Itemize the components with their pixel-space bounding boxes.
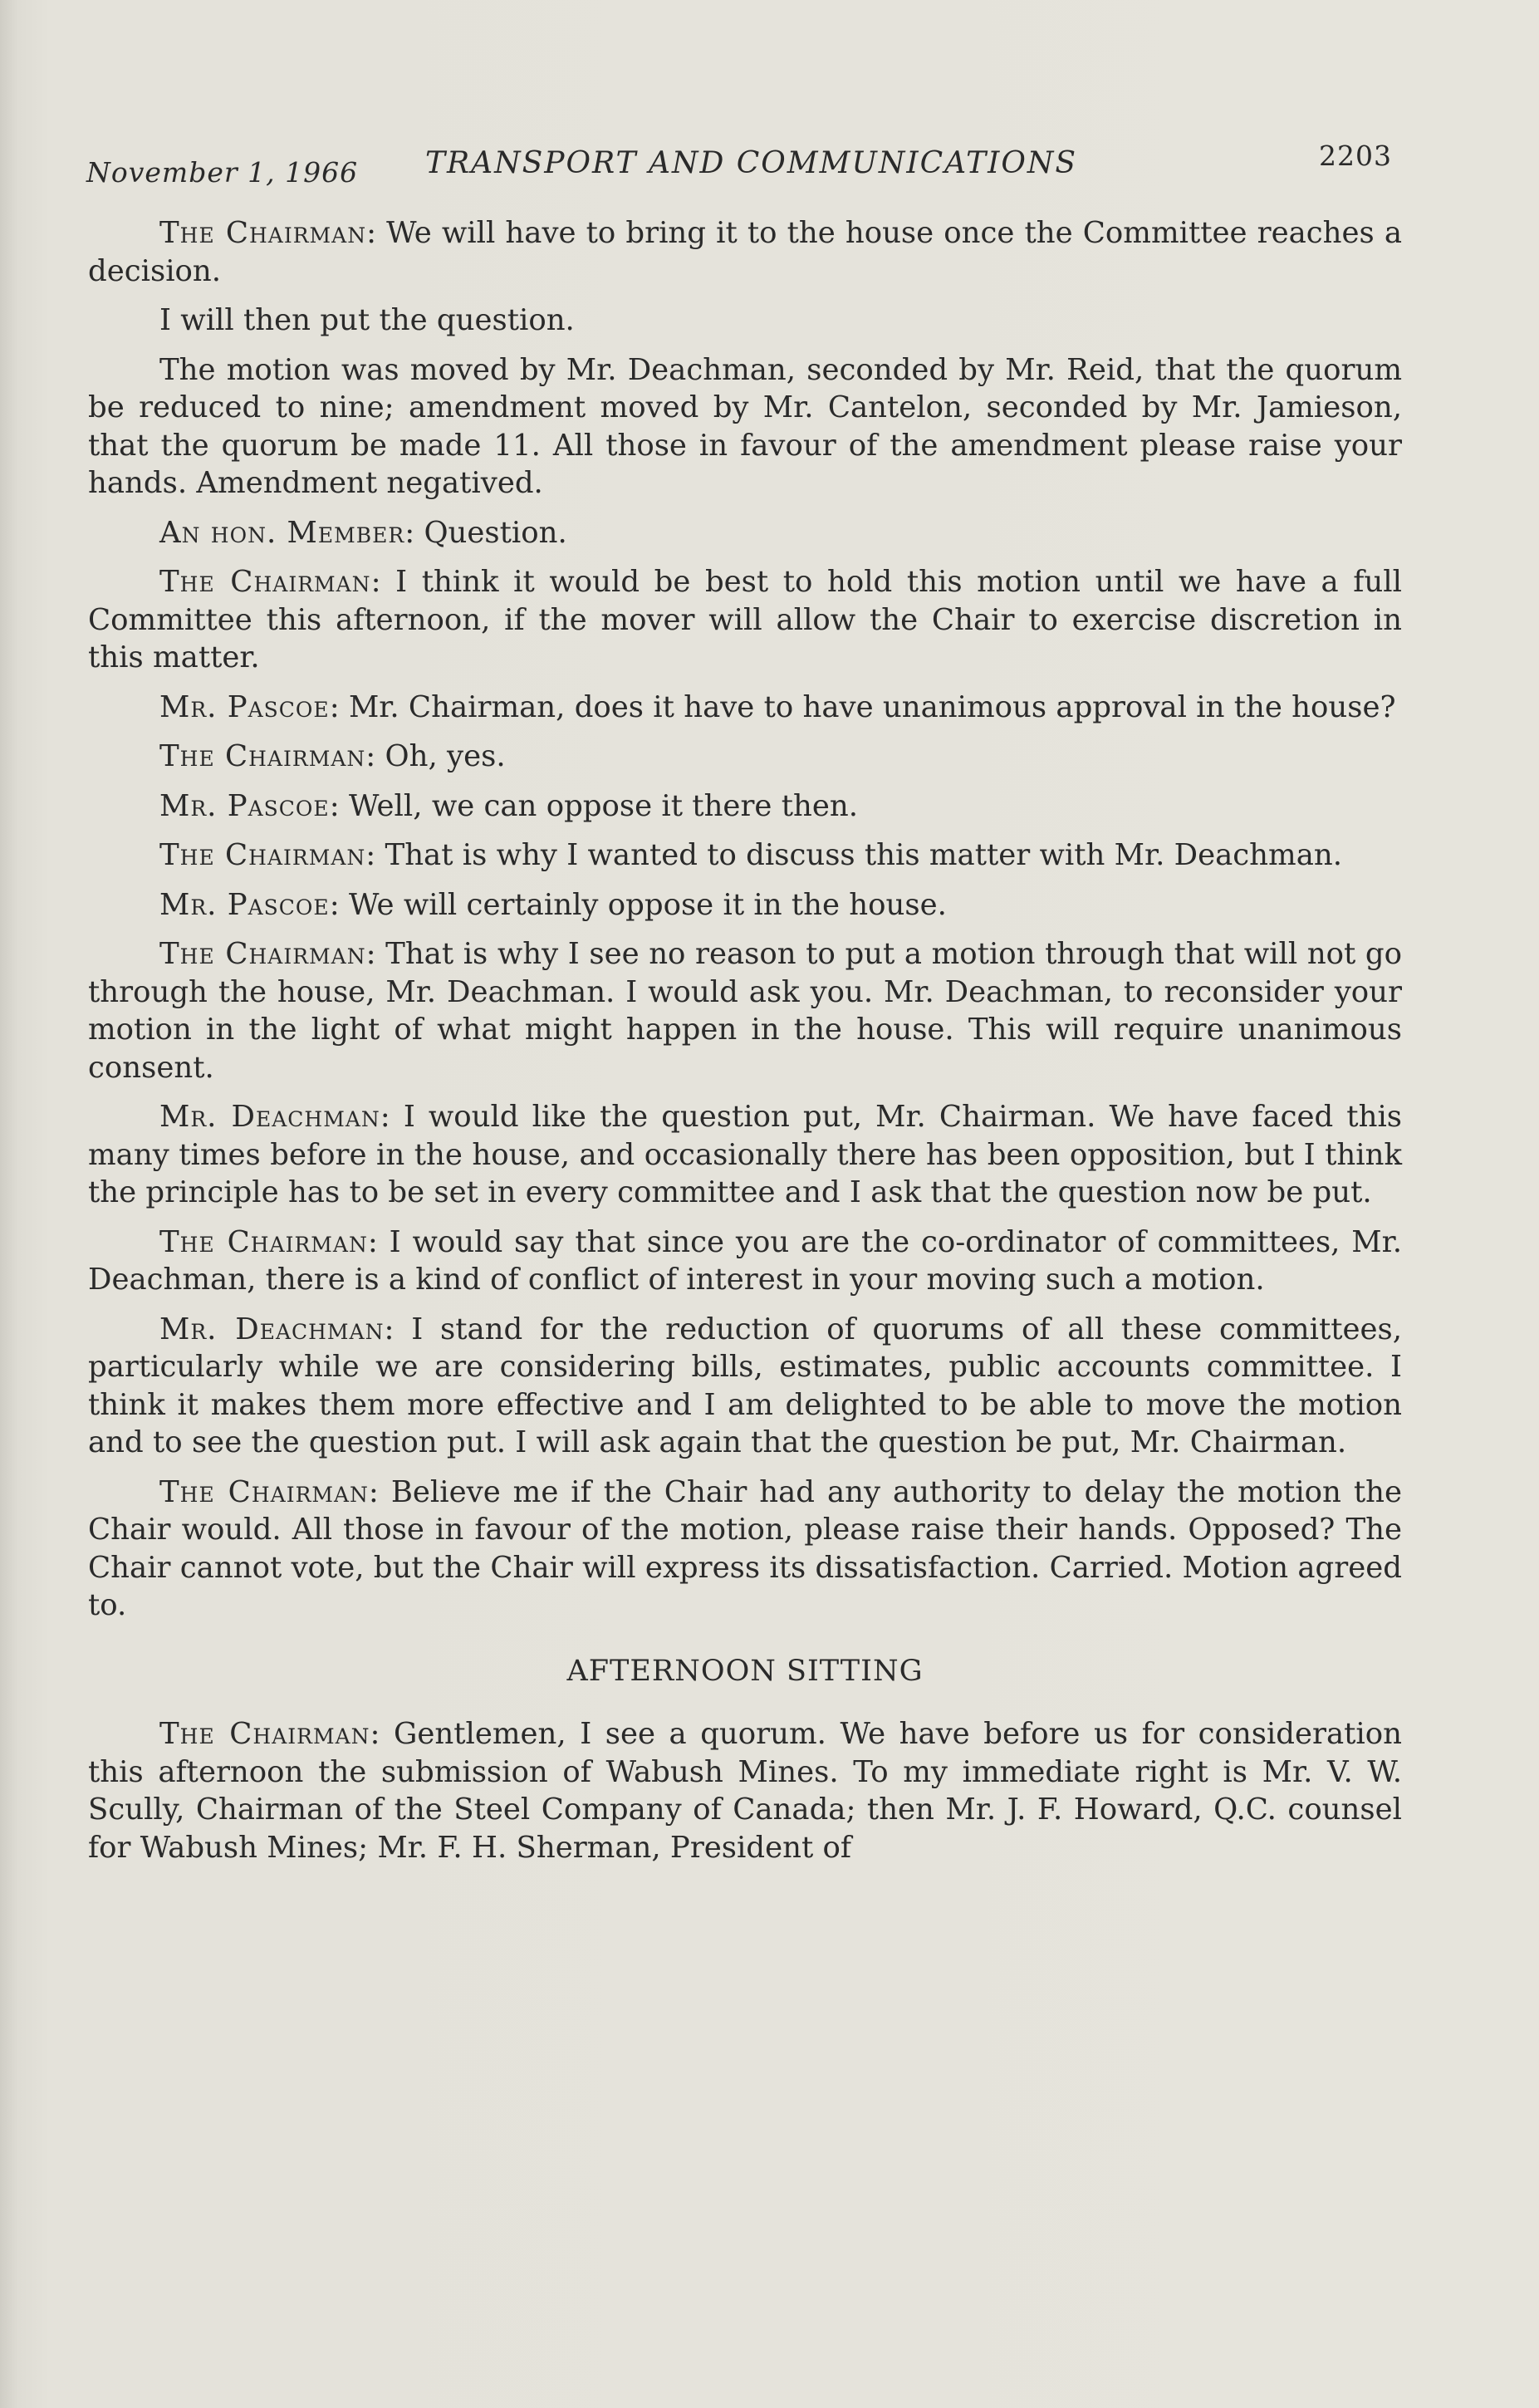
speaker-name: Mr. Pascoe <box>159 689 330 724</box>
speaker-name: The Chairman <box>159 1474 369 1509</box>
paragraph-text: Mr. Chairman, does it have to have unanimous approval in the house? <box>348 689 1396 724</box>
paragraph <box>88 302 1402 340</box>
paragraph: Mr. Deachman: I would like the question put, Mr. Chairman. We have faced this many times before in the house, and occasionally there has been opposition, but I think the principle has to be set in every committee and I ask that the question now be put. <box>88 1100 1403 1209</box>
speaker-name: Mr. Deachman <box>159 1312 385 1346</box>
speaker-name: Mr. Pascoe <box>159 788 330 823</box>
speaker-name: Mr. Pascoe <box>159 887 330 922</box>
speaker-name: The Chairman <box>159 216 367 250</box>
section-heading: AFTERNOON SITTING <box>566 1654 924 1688</box>
paragraph-text: Believe me if the Chair had any authority to delay the motion the Chair would. All those in favour of the motion, please raise their hands. Opposed? The Chair cannot vote, but the Chair will express its dissatisfaction. Carried. Motion agreed to. <box>88 1474 1402 1622</box>
paragraph: An hon. Member: Question. <box>159 515 567 550</box>
paragraph-text: I think it would be best to hold this motion until we have a full Committee this afternoon, if the mover will allow the Chair to exercise discretion in this matter. <box>88 565 1402 674</box>
paragraph: The Chairman: I think it would be best to hold this motion until we have a full Committee this afternoon, if the mover will allow the Chair to exercise discretion in this matter. <box>88 565 1402 674</box>
speaker-name: The Chairman <box>159 739 366 773</box>
paragraph-text: I would say that since you are the co-ordinator of committees, Mr. Deachman, there is a kind of conflict of interest in your moving such a motion. <box>88 1224 1403 1297</box>
paragraph <box>88 351 1402 503</box>
paragraph-text: I stand for the reduction of quorums of all these committees, particularly while we are considering bills, estimates, public accounts committee. I think it makes them more effective and I am delighted to be able to move the motion and to see the question put. I will ask again that the question be put, Mr. Chairman. <box>88 1312 1402 1459</box>
paragraph: Mr. Pascoe: Well, we can oppose it there then. <box>159 788 858 823</box>
paragraph: The Chairman: Gentlemen, I see a quorum. We have before us for consideration this afternoon the submission of Wabush Mines. To my immediate right is Mr. V. W. Scully, Chairman of the Steel Company of Canada; then Mr. J. F. Howard, Q.C. counsel for Wabush Mines; Mr. F. H. Sherman, President of <box>88 1717 1402 1865</box>
paragraph-text: I will then put the question. <box>159 303 575 337</box>
paragraph: The Chairman: Oh, yes. <box>159 739 506 773</box>
paragraph: The Chairman: That is why I see no reason to put a motion through that will not go through the house, Mr. Deachman. I would ask you. Mr. Deachman, to reconsider your motion in the light of what might happen in the house. This will require unanimous consent. <box>88 937 1403 1085</box>
header-date: November 1, 1966 <box>86 156 359 189</box>
paragraph: The Chairman: Believe me if the Chair had any authority to delay the motion the Chair would. All those in favour of the motion, please raise their hands. Opposed? The Chair cannot vote, but the Chair will express its dissatisfaction. Carried. Motion agreed to. <box>88 1474 1402 1622</box>
paragraph-text: The motion was moved by Mr. Deachman, seconded by Mr. Reid, that the quorum be reduced to nine; amendment moved by Mr. Cantelon, seconded by Mr. Jamieson, that the quorum be made 11. All those in favour of the amendment please raise your hands. Amendment negatived. <box>88 352 1402 500</box>
paragraph-text: Well, we can oppose it there then. <box>348 788 858 823</box>
page-header <box>86 140 1392 189</box>
paragraph: Mr. Pascoe: Mr. Chairman, does it have to have unanimous approval in the house? <box>159 689 1396 724</box>
speaker-name: The Chairman <box>159 1717 370 1751</box>
paragraph-text: That is why I see no reason to put a motion through that will not go through the house, Mr. Deachman. I would ask you. Mr. Deachman, to reconsider your motion in the light of what might happen in the house. This will require unanimous consent. <box>88 937 1403 1085</box>
paragraph: Mr. Pascoe: We will certainly oppose it in the house. <box>159 887 947 922</box>
paragraph: The Chairman: That is why I wanted to discuss this matter with Mr. Deachman. <box>159 838 1343 872</box>
paragraph: The Chairman: I would say that since you are the co-ordinator of committees, Mr. Deachman, there is a kind of conflict of interest in your moving such a motion. <box>88 1224 1403 1297</box>
speaker-name: Mr. Deachman <box>159 1100 380 1134</box>
paragraph-text: I would like the question put, Mr. Chairman. We have faced this many times before in the house, and occasionally there has been opposition, but I think the principle has to be set in every committee and I ask that the question now be put. <box>88 1100 1403 1209</box>
paragraph-text: We will have to bring it to the house once the Committee reaches a decision. <box>88 216 1403 288</box>
speaker-name: The Chairman <box>159 1224 368 1259</box>
document-body <box>88 214 1402 1878</box>
paragraph: Mr. Deachman: I stand for the reduction of quorums of all these committees, particularly while we are considering bills, estimates, public accounts committee. I think it makes them more effective and I am delighted to be able to move the motion and to see the question put. I will ask again that the question be put, Mr. Chairman. <box>88 1312 1402 1459</box>
paragraph-text: Gentlemen, I see a quorum. We have before us for consideration this afternoon the submission of Wabush Mines. To my immediate right is Mr. V. W. Scully, Chairman of the Steel Company of Canada; then Mr. J. F. Howard, Q.C. counsel for Wabush Mines; Mr. F. H. Sherman, President of <box>88 1717 1402 1865</box>
speaker-name: The Chairman <box>159 565 371 599</box>
header-title: TRANSPORT AND COMMUNICATIONS <box>425 146 1078 180</box>
paragraph-text: Oh, yes. <box>385 739 506 773</box>
paragraph: The Chairman: We will have to bring it to the house once the Committee reaches a decision. <box>88 216 1403 288</box>
paragraph-text: We will certainly oppose it in the house. <box>348 887 947 922</box>
page-number: 2203 <box>1319 140 1392 172</box>
paragraph-text: Question. <box>424 515 567 550</box>
speaker-name: The Chairman <box>159 937 366 971</box>
speaker-name: An hon. Member <box>159 515 405 550</box>
paragraph-text: That is why I wanted to discuss this matter with Mr. Deachman. <box>385 838 1343 872</box>
speaker-name: The Chairman <box>159 838 366 872</box>
